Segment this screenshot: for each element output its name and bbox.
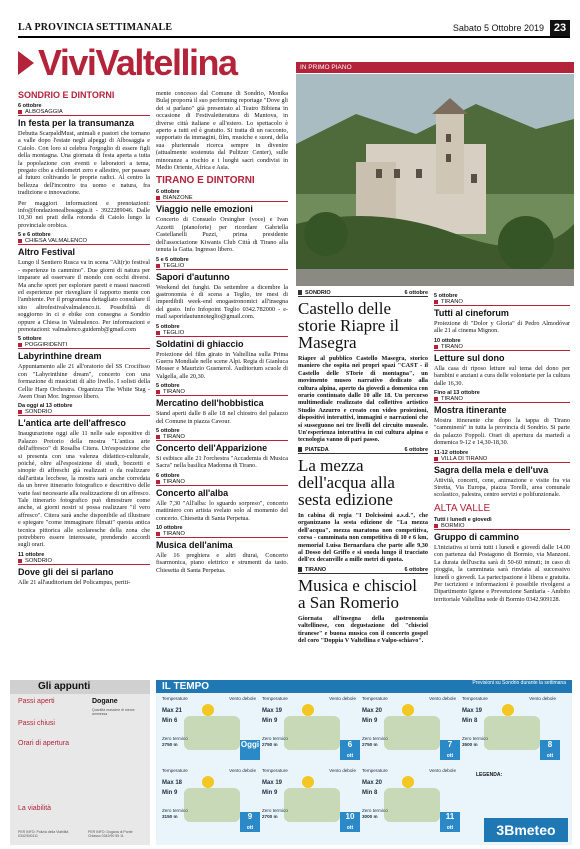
day-badge [240, 812, 260, 832]
zero-termico [362, 808, 388, 819]
article-headline: La mezza dell'acqua alla sesta edizione [298, 455, 395, 509]
weather-day-cell [262, 768, 362, 840]
zero-label: Zero termico [162, 808, 188, 813]
weather-day-cell [162, 696, 262, 768]
event-text: Per maggiori informazioni e prenotazioni: info@fondazionealbosaggia.it - 3922289046. Dalle 10,30 nei prati della rotonda di Caiolo lungo la provinciale orobica. [18, 199, 150, 229]
zero-value: 2750 m [162, 741, 178, 747]
event-text: Inaugurazione oggi alle 11 nelle sale espositive di Palazzo Pretorio della mostra "L'antica arte dell'affresco" di Rosalba Citera. Un'esposizione che si presenta con una valenza didattico-culturale, poiché, oltre all'esposizione di studi, bozzetti e sinopie di affreschi già realizzati o da realizzare dall'artista leccbese, la mostra sarà anche corredata da un breve itinerario fotografico e descrittivo delle varie fasi necessarie alla realizzazione di un affresco. Tale itinerario fotografico può dimostrare come anche, ai giorni nostri si possa realizzare "il vero affresco". Citera sarà anche disponibile ad illustrare e spiegare "come immaginare filmati" questa antica tecnica pittorica alle scolaresche della zona che potrebbero essere interessate, prendendo accordi sugli orari. [18, 430, 150, 549]
wind-label: Vento debole [529, 696, 556, 701]
event-text: Concerto di Consuelo Orsingher (voce) e Ivan Azzetti (pianoforte) per ricordare Gabriella Castellanelli Puzzi, prima presidente dell'associazione Kiwanis Club Città di Tirano alla tenuta la Gatta. Ingresso libero. [156, 216, 288, 254]
temp-label: Temperature [162, 768, 188, 773]
event-text: Alla casa di riposo letture sul tema del dono per bambini e anziani a cura delle volontarie per la cultura dalle 16,30. [434, 364, 570, 387]
zero-termico [362, 736, 388, 747]
weather-day-cell [362, 696, 462, 768]
bottom-strip [10, 680, 572, 845]
arrow-icon [18, 51, 34, 75]
temp-min: Min 9 [162, 790, 178, 796]
weather-day-cell [462, 696, 562, 768]
event-place: TIRANO [156, 479, 288, 486]
map-thumbnail [184, 788, 240, 822]
zero-label: Zero termico [462, 736, 488, 741]
temp-max: Max 20 [362, 780, 383, 786]
temp-label: Temperature [362, 696, 388, 701]
temp-label: Temperature [262, 768, 288, 773]
sun-icon [202, 776, 214, 788]
event-title: Letture sul dono [434, 352, 505, 363]
map-thumbnail [184, 716, 240, 750]
column-2 [156, 90, 288, 577]
zero-termico [462, 736, 488, 747]
event-title: Mostra itinerante [434, 405, 507, 416]
temp-values [262, 706, 282, 726]
dogane-title: Dogane [92, 698, 118, 705]
day-badge [440, 740, 460, 760]
event-text: Weekend dei funghi. Da settembre a dicembre la gastronomia è di scena a Teglio, tre mesi di imperdibili week-end enogastronomici all'insegna del gusto. Info Infopoint Teglio 0342.782000 - e-mail saporidautunnoteglio@gmail.com. [156, 283, 288, 321]
appunti-footer: PER INFO: Dogana di Ponte Chiasso 0342/90 55 11 [88, 830, 133, 839]
event-text: Alle 7,30 "All'alba: lo sguardo sorpreso", concerto mattiniero con artista svelato solo al momento del concerto. Chiesetta di Santa Perpetua. [156, 499, 288, 522]
temp-label: Temperature [262, 696, 288, 701]
appunti-item: Orari di apertura [18, 740, 69, 747]
wind-label: Vento debole [329, 768, 356, 773]
temp-max: Max 18 [162, 780, 183, 786]
map-thumbnail [384, 716, 440, 750]
weather-subtitle: Previsioni su Sondrio durante la settimana [472, 680, 566, 686]
article-headline: Musica e chisciol a San Romerio [298, 575, 417, 612]
event-text: Si esibisce alle 21 l'orchestra "Accademia di Musica Sacra" nella basilica Madonna di Tirano. [156, 454, 288, 470]
event-place: TIRANO [434, 344, 570, 351]
article-headline: Castello delle storie Riapre il Masegra [298, 299, 400, 352]
event-place: TEGLIO [156, 330, 288, 337]
sun-icon [502, 704, 514, 716]
event-title: Soldatini di ghiaccio [156, 338, 244, 349]
day-badge [340, 740, 360, 760]
day-month: ott [446, 825, 454, 831]
event-text: Stand aperti dalle 8 alle 18 nel chiostro del palazzo del Comune in piazza Cavour. [156, 410, 288, 425]
event-title: Dove gli dei si parlano [18, 566, 114, 577]
zero-termico [262, 808, 288, 819]
temp-label: Temperature [462, 696, 488, 701]
article-lead: In cabina di regia "I Dolcissimi a.s.d.", che organizzano la sesta edizione de "La mezza dell'acqua", mezza maratona non competitiva, corsa - camminata non competitiva di 10 e 6 km, memorial Luisa Bernardara che parte alle 9,30 al Dosso del Griffo e si snoda lungo il tracciato dell'ex decanville a mille metri di quota. [298, 511, 428, 564]
zero-value: 3500 m [462, 741, 478, 747]
appunti-box [10, 680, 150, 845]
day-month: ott [346, 825, 354, 831]
temp-values [262, 778, 282, 798]
map-thumbnail [284, 788, 340, 822]
section-heading: ALTA VALLE [434, 502, 491, 514]
day-badge [240, 740, 260, 760]
wind-label: Vento debole [429, 696, 456, 701]
temp-min: Min 9 [362, 718, 378, 724]
day-number: 11 [445, 812, 455, 821]
article-tag [298, 447, 428, 454]
event-text: Alle 16 preghiera e altri diurai, Concerto fisarmonica, piano elettrico e strumenti da tasto. Chiesetta di Santa Perpetua. [156, 552, 288, 574]
event-title: Viaggio nelle emozioni [156, 204, 253, 215]
zero-label: Zero termico [362, 736, 388, 741]
event-text: Debutta ScarpaldMust, animali e pastori che tornano a valle dopo l'estate negli alpeggi di Albosaggia e Caiolo. Con loro si celebra l'orgoglio di essere figli della montagna. Una giornata di festa aperta a tutta la popolazione con eventi e laboratori a tema, pregato cibo a chilometri zero e allestire, per passare al futuro coltivando le proprie radici. Al centro la bellezza dell'incontro tra uomo e natura, fra tradizione e innovazione. [18, 130, 150, 197]
temp-label: Temperature [362, 768, 388, 773]
event-date: Da oggi al 13 ottobre [18, 403, 73, 410]
logo-text: ViviValtellina [38, 42, 237, 83]
weather-title: IL TEMPO [162, 681, 210, 692]
event-text: Attività, concerti, cene, animazione e visite fra via Stretta, Via Europa, piazza Torelli, area comunale scolastico, palestra, centro servizi e polifunzionale. [434, 476, 570, 499]
event-title: Gruppo di cammino [434, 531, 520, 542]
day-badge [340, 812, 360, 832]
zero-termico [262, 736, 288, 747]
sun-icon [402, 776, 414, 788]
appunti-item: Passi aperti [18, 698, 55, 705]
zero-value: 3000 m [362, 813, 378, 819]
event-place: TIRANO [156, 531, 288, 538]
map-thumbnail [484, 716, 540, 750]
castle-photo [296, 74, 574, 286]
day-month: ott [446, 753, 454, 759]
day-month: ott [346, 753, 354, 759]
temp-max: Max 19 [462, 708, 483, 714]
temp-values [462, 706, 482, 726]
article-lead: Riapre al pubblico Castello Masegra, storico maniero che ospita nei propri spazi "CAST - il Castello delle STorie di montagna", un movimento museo narrativo dedicato alla cultura alpina, aperto da giovedì a domenica con orario continuato dalle 10 alle 18. Un percorso multimediale realizzato dal collettivo artistico Studio Azzurro e creato con video proiezioni, dispositivi interattivi, immagini e narrazioni che si susseguono nei tre livelli del circuito museale. Un'esperienza interattiva in cui cultura alpina e tecnologia vanno di pari passo. [298, 355, 428, 444]
event-text: Alle 21 all'auditorium del Policampus, periti- [18, 578, 131, 586]
page-number: 23 [550, 20, 570, 36]
zero-value: 2750 m [362, 741, 378, 747]
article-date: 6 ottobre [404, 446, 428, 453]
weather-day-cell [362, 768, 462, 840]
map-thumbnail [384, 788, 440, 822]
masthead [18, 22, 570, 38]
temp-max: Max 21 [162, 708, 183, 714]
event-date: Tutti i lunedì e giovedì [434, 516, 492, 523]
event-date: 11-12 ottobre [434, 449, 469, 456]
temp-min: Min 8 [462, 718, 478, 724]
event-date: 11 ottobre [18, 551, 45, 558]
zero-label: Zero termico [162, 736, 188, 741]
section-heading: TIRANO E DINTORNI [156, 175, 255, 187]
sun-icon [402, 704, 414, 716]
day-badge [540, 740, 560, 760]
article-tag [298, 567, 428, 574]
primo-piano-label: IN PRIMO PIANO [296, 62, 574, 73]
event-text: Mostra itinerante che dopo la tappa di Tirano "camminerà" in tutta la provincia di Sondrio. Si parte da palazzo Foppoli. Orari di apertura da martedì a domenica 9-12 e 14,30-18,30. [434, 417, 570, 447]
weather-box [156, 680, 572, 845]
zero-label: Zero termico [362, 808, 388, 813]
event-title: Concerto all'alba [156, 487, 229, 498]
temp-max: Max 19 [262, 780, 283, 786]
zero-termico [162, 736, 188, 747]
zero-value: 2750 m [262, 741, 278, 747]
event-text: Proiezione del film girato in Valtellina sulla Prima Guerra Mondiale nelle scene Alpi. Regia di Gianluca Mosser e Maurizio Gusmerol. Auditorium scuole di Valgella, alle 20,30. [156, 350, 288, 380]
event-date: 6 ottobre [156, 189, 180, 196]
zero-label: Zero termico [262, 808, 288, 813]
event-place: CHIESA VALMALENCO [18, 238, 150, 245]
event-place: SONDRIO [18, 409, 150, 416]
meteo-brand-logo: 3Bmeteo [484, 818, 568, 842]
article-place: TIRANO [305, 566, 327, 573]
column-3 [298, 290, 428, 647]
temp-max: Max 19 [262, 708, 283, 714]
article-lead: Giornata all'insegna della gastronomia valtellinese, con degustazione del "chisciol tiranese" e buona musica con il concerto gospel del coro "Doppia V Valtellina e Valpo-schiavo". [298, 614, 428, 644]
event-title: Musica dell'anima [156, 540, 233, 550]
event-place: TEGLIO [156, 263, 288, 270]
article-date: 6 ottobre [404, 566, 428, 573]
event-title: Mercatino dell'hobbistica [156, 398, 264, 409]
event-date: 6 ottobre [18, 103, 42, 109]
day-number: 8 [547, 740, 553, 749]
wind-label: Vento debole [229, 768, 256, 773]
wind-label: Vento debole [229, 696, 256, 701]
day-month: ott [246, 825, 254, 831]
temp-values [162, 778, 182, 798]
temp-values [362, 778, 382, 798]
article-place: SONDRIO [305, 290, 331, 296]
event-title: Concerto dell'Apparizione [156, 442, 268, 453]
article-tag [298, 290, 428, 297]
castle-photo-illustration [296, 74, 574, 286]
event-place: BORMIO [434, 523, 570, 530]
event-date: 5 ottobre [156, 383, 180, 390]
day-number: 10 [345, 812, 355, 821]
day-number: 9 [247, 812, 253, 821]
weather-day-cell [262, 696, 362, 768]
weather-day-cell [162, 768, 262, 840]
event-place: TIRANO [156, 389, 288, 396]
zero-value: 3150 m [162, 813, 178, 819]
event-date: 10 ottobre [156, 525, 183, 531]
event-date: 5 ottobre [156, 323, 180, 330]
event-title: Tutti al cineforum [434, 308, 509, 318]
temp-max: Max 20 [362, 708, 383, 714]
temp-min: Min 8 [362, 790, 378, 796]
event-place: SONDRIO [18, 558, 150, 565]
event-place: TIRANO [434, 299, 570, 306]
map-thumbnail [284, 716, 340, 750]
sun-icon [302, 704, 314, 716]
section-heading: SONDRIO E DINTORNI [18, 90, 115, 100]
event-title: L'antica arte dell'affresco [18, 418, 126, 429]
event-date: 5 ottobre [18, 336, 42, 343]
event-date: 5 ottobre [434, 293, 458, 299]
event-text: mente concesso dal Comune di Sondrio, Monika Bulaj proporrà il suo performing reportage "Dove gli dei si parlano" già presentato al Teatro Bibiena in occasione di Festivaletteratura di Mantova, in diverse città italiane e all'estero. Lo spettacolo è aperto a tutti ed è gratuito. Si tratta di un racconto, supportato da immagini, film, musiche e suoni, della sua pluriennale ricerca sempre in divenire (attualmente sostenuta dal Pulitzer Center), sulle minoranze a rischio e i luoghi sacri condivisi in Medio Oriente, Africa e Asia. [156, 90, 288, 172]
event-text: Appuntamento alle 21 all'oratorio del SS Crocifisso con "Labyrinthine dream", concerto con una formazione di musicisti di alto livello. I solisti della Cellie Harp Orchestra. Organizza The White Stag - Awen Oran Mor. Ingresso libero. [18, 363, 150, 400]
temp-min: Min 9 [262, 790, 278, 796]
section-logo [18, 44, 293, 84]
event-place: TIRANO [434, 396, 570, 403]
day-number: Oggi [240, 740, 260, 749]
day-number: 6 [347, 740, 353, 749]
article-place: PIATEDA [305, 446, 329, 453]
zero-termico [162, 808, 188, 819]
event-date: 5 e 6 ottobre [156, 256, 189, 263]
zero-label: Zero termico [262, 736, 288, 741]
temp-values [162, 706, 182, 726]
event-place: ALBOSAGGIA [18, 109, 150, 116]
event-text: L'iniziativa si terrà tutti i lunedì e giovedì dalle 14.00 con partenza dal Postagono di Bormio, via Manzoni. La durata dell'uscita sarà di 50-60 minuti; in caso di pioggia, la camminata sarà rinviata al successivo lunedì o giovedì. La partecipazione è libera e gratuita. Per iscrizioni e informazioni è possibile rivolgersi a Dipartimento Igiene e Prevenzione Sanitaria - Ambito territoriale Valtellina sede di Bormio 0342.909128. [434, 543, 570, 603]
weather-legend: LEGENDA: [476, 772, 503, 778]
day-month: ott [546, 753, 554, 759]
appunti-footer: PER INFO: Polizia della Viabilità 0342/540111 [18, 830, 69, 839]
dogane-subtitle: Quantità massime di merce ammessa [92, 708, 135, 717]
appunti-title: Gli appunti [10, 680, 150, 694]
zero-value: 2700 m [262, 813, 278, 819]
event-title: Sagra della mela e dell'uva [434, 464, 549, 475]
sun-icon [202, 704, 214, 716]
temp-label: Temperature [162, 696, 188, 701]
temp-min: Min 6 [162, 718, 178, 724]
column-1 [18, 86, 150, 589]
event-text: Lungo il Sentiero Rusca va in scena "Alt(r)o festival - esperienze in cammino". Due giorni di natura per imparare ad osservare il mondo con occhi diversi. Ma anche sport per esplorare pareti e massi nascosti ed esperienze per risvegliare il rapporto mente con l'ambiente. Per il programma dettagliato consultare il sito altrofestivalvalmalenco.it. Possibilità di soggiorno in ci e ebike con consegna a Sondrio oppure a Chiesa in Valmalenco. Per informazioni e prenotazioni: valmalenco.guidemb@gmail.com [18, 259, 150, 333]
event-place: BIANZONE [156, 195, 288, 202]
newspaper-name: LA PROVINCIA SETTIMANALE [18, 22, 173, 33]
appunti-item: La viabilità [18, 805, 52, 812]
day-badge [440, 812, 460, 832]
wind-label: Vento debole [329, 696, 356, 701]
event-title: Altro Festival [18, 247, 76, 258]
event-place: POGGIRIDENTI [18, 342, 150, 349]
event-date: 10 ottobre [434, 337, 461, 344]
wind-label: Vento debole [429, 768, 456, 773]
event-title: Labyrinthine dream [18, 351, 102, 362]
event-date: 5 e 6 ottobre [18, 232, 51, 239]
issue-date: Sabato 5 Ottobre 2019 [452, 23, 544, 33]
column-4 [434, 290, 570, 606]
event-title: Sapori d'autunno [156, 271, 230, 282]
weather-header [156, 680, 572, 693]
temp-values [362, 706, 382, 726]
event-place: VILLA DI TIRANO [434, 456, 570, 463]
event-date: 6 ottobre [156, 472, 180, 479]
event-text: Proiezione di "Dolor y Gloria" di Pedro Almodóvar alle 21 al cinema Mignon. [434, 320, 570, 335]
day-number: 7 [447, 740, 453, 749]
appunti-item: Passi chiusi [18, 720, 55, 727]
article-date: 6 ottobre [404, 290, 428, 296]
event-date: Fino al 13 ottobre [434, 390, 480, 397]
event-date: 5 ottobre [156, 427, 180, 434]
event-place: TIRANO [156, 434, 288, 441]
sun-icon [302, 776, 314, 788]
temp-min: Min 9 [262, 718, 278, 724]
event-title: In festa per la transumanza [18, 118, 135, 128]
